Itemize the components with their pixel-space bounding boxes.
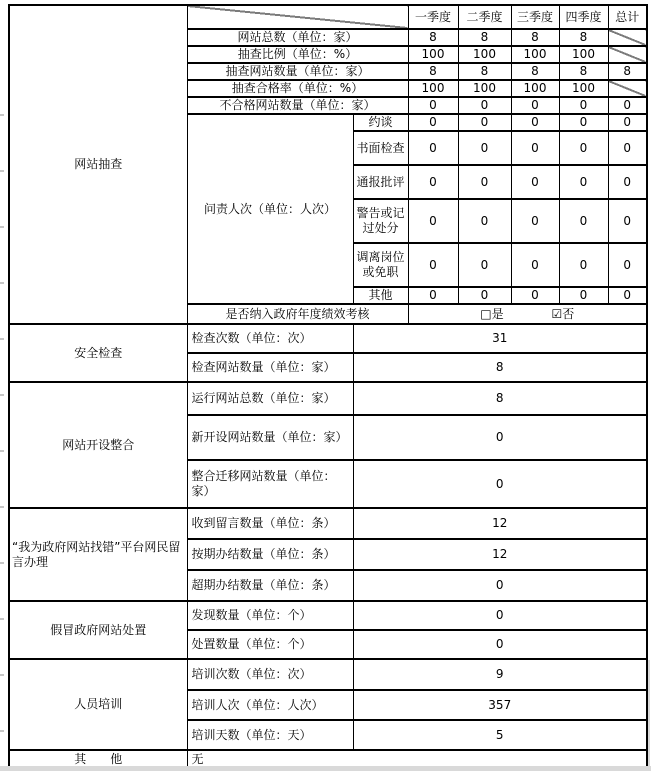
total-value: 0 xyxy=(608,199,647,243)
sub-label: 其他 xyxy=(353,287,408,304)
q1-value: 100 xyxy=(408,46,458,63)
q2-value: 0 xyxy=(458,287,511,304)
row-value: 0 xyxy=(353,601,647,630)
q3-value: 0 xyxy=(511,199,559,243)
assessment-options xyxy=(408,304,647,324)
row-value: 0 xyxy=(353,415,647,460)
row-label: 网站总数（单位：家） xyxy=(187,29,408,46)
row-label: 运行网站总数（单位：家） xyxy=(187,382,353,415)
row-fake-found xyxy=(9,601,647,630)
row-value: 357 xyxy=(353,690,647,720)
row-value: 0 xyxy=(353,570,647,601)
q4-value: 0 xyxy=(559,114,608,131)
q1-value: 0 xyxy=(408,243,458,287)
q4-value: 100 xyxy=(559,80,608,97)
gov-website-supervision-table xyxy=(8,4,648,769)
header-row xyxy=(9,5,647,29)
row-training-sessions xyxy=(9,659,647,690)
assessment-label: 是否纳入政府年度绩效考核 xyxy=(187,304,408,324)
total-value: 0 xyxy=(608,97,647,114)
section-label-site-integration: 网站开设整合 xyxy=(9,382,187,508)
row-label: 培训人次（单位：人次） xyxy=(187,690,353,720)
q2-value: 0 xyxy=(458,97,511,114)
row-label: 整合迁移网站数量（单位：家） xyxy=(187,460,353,508)
q2-value: 0 xyxy=(458,165,511,199)
total-value: 0 xyxy=(608,131,647,165)
total-crossed-cell xyxy=(608,29,647,46)
other-value: 无 xyxy=(187,750,647,768)
row-value: 12 xyxy=(353,508,647,539)
q3-value: 100 xyxy=(511,80,559,97)
row-value: 5 xyxy=(353,720,647,750)
q3-value: 0 xyxy=(511,165,559,199)
q3-value: 8 xyxy=(511,29,559,46)
row-label: 抽查比例（单位：%） xyxy=(187,46,408,63)
row-label: 抽查网站数量（单位：家） xyxy=(187,63,408,80)
q2-value: 100 xyxy=(458,80,511,97)
q4-value: 8 xyxy=(559,29,608,46)
row-label: 检查次数（单位：次） xyxy=(187,324,353,353)
q3-value: 0 xyxy=(511,131,559,165)
row-label: 检查网站数量（单位：家） xyxy=(187,353,353,382)
row-value: 0 xyxy=(353,630,647,659)
q4-value: 0 xyxy=(559,287,608,304)
spreadsheet-gridline-artifacts-left xyxy=(0,60,4,766)
row-label: 处置数量（单位：个） xyxy=(187,630,353,659)
q1-value: 0 xyxy=(408,165,458,199)
row-value: 12 xyxy=(353,539,647,570)
q4-value: 100 xyxy=(559,46,608,63)
other-label: 其 他 xyxy=(9,750,187,768)
sub-label: 约谈 xyxy=(353,114,408,131)
total-crossed-cell xyxy=(608,80,647,97)
checkbox-no[interactable]: ☑否 xyxy=(551,306,575,321)
total-value: 0 xyxy=(608,287,647,304)
section-label-security-check: 安全检查 xyxy=(9,324,187,382)
q4-value: 0 xyxy=(559,243,608,287)
row-label: 超期办结数量（单位：条） xyxy=(187,570,353,601)
row-value: 31 xyxy=(353,324,647,353)
q4-value: 0 xyxy=(559,131,608,165)
total-value: 8 xyxy=(608,63,647,80)
q1-value: 0 xyxy=(408,114,458,131)
row-label: 发现数量（单位：个） xyxy=(187,601,353,630)
q4-value: 0 xyxy=(559,199,608,243)
q3-value: 8 xyxy=(511,63,559,80)
q1-value: 8 xyxy=(408,29,458,46)
q2-value: 8 xyxy=(458,63,511,80)
q1-value: 0 xyxy=(408,287,458,304)
sub-label: 书面检查 xyxy=(353,131,408,165)
q1-value: 8 xyxy=(408,63,458,80)
row-label: 新开设网站数量（单位：家） xyxy=(187,415,353,460)
total-value: 0 xyxy=(608,165,647,199)
section-label-error-platform: “我为政府网站找错”平台网民留言办理 xyxy=(9,508,187,601)
sub-label: 通报批评 xyxy=(353,165,408,199)
q1-value: 100 xyxy=(408,80,458,97)
q3-value: 100 xyxy=(511,46,559,63)
q2-value: 8 xyxy=(458,29,511,46)
q3-value: 0 xyxy=(511,97,559,114)
total-crossed-cell xyxy=(608,46,647,63)
q4-value: 8 xyxy=(559,63,608,80)
row-running-sites xyxy=(9,382,647,415)
section-label-fake-sites: 假冒政府网站处置 xyxy=(9,601,187,659)
row-label: 收到留言数量（单位：条） xyxy=(187,508,353,539)
checkbox-yes[interactable]: □是 xyxy=(480,306,504,321)
col-header-q3: 三季度 xyxy=(511,5,559,29)
sub-label: 调离岗位或免职 xyxy=(353,243,408,287)
total-value: 0 xyxy=(608,243,647,287)
col-header-total: 总计 xyxy=(608,5,647,29)
row-value: 8 xyxy=(353,382,647,415)
spreadsheet-gridline-artifact-right xyxy=(648,660,650,771)
q4-value: 0 xyxy=(559,97,608,114)
corner-diagonal-cell xyxy=(187,5,408,29)
q1-value: 0 xyxy=(408,131,458,165)
q1-value: 0 xyxy=(408,97,458,114)
row-label: 抽查合格率（单位：%） xyxy=(187,80,408,97)
section-label-spot-check: 网站抽查 xyxy=(9,5,187,324)
spreadsheet-gridline-artifact-bottom xyxy=(0,766,651,771)
row-label: 培训次数（单位：次） xyxy=(187,659,353,690)
q4-value: 0 xyxy=(559,165,608,199)
col-header-q4: 四季度 xyxy=(559,5,608,29)
accountability-label: 问责人次（单位：人次） xyxy=(187,114,353,304)
q2-value: 0 xyxy=(458,114,511,131)
row-check-count xyxy=(9,324,647,353)
q1-value: 0 xyxy=(408,199,458,243)
sub-label: 警告或记过处分 xyxy=(353,199,408,243)
row-messages-received xyxy=(9,508,647,539)
col-header-q2: 二季度 xyxy=(458,5,511,29)
q2-value: 100 xyxy=(458,46,511,63)
q2-value: 0 xyxy=(458,131,511,165)
q2-value: 0 xyxy=(458,199,511,243)
q3-value: 0 xyxy=(511,243,559,287)
q2-value: 0 xyxy=(458,243,511,287)
row-value: 9 xyxy=(353,659,647,690)
total-value: 0 xyxy=(608,114,647,131)
row-label: 不合格网站数量（单位：家） xyxy=(187,97,408,114)
section-label-training: 人员培训 xyxy=(9,659,187,750)
row-label: 按期办结数量（单位：条） xyxy=(187,539,353,570)
q3-value: 0 xyxy=(511,287,559,304)
row-label: 培训天数（单位：天） xyxy=(187,720,353,750)
row-value: 8 xyxy=(353,353,647,382)
q3-value: 0 xyxy=(511,114,559,131)
col-header-q1: 一季度 xyxy=(408,5,458,29)
row-value: 0 xyxy=(353,460,647,508)
